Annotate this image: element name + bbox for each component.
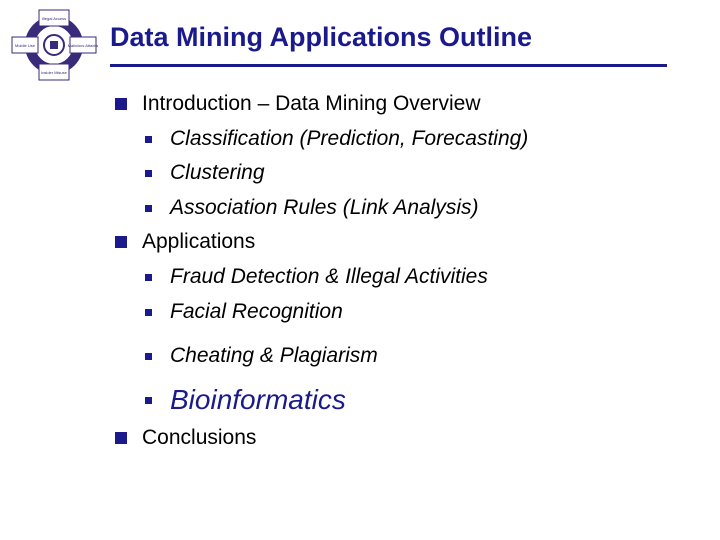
outline-subitem-fraud [145,265,488,289]
outline-subitem-cheating [145,344,378,368]
outline-subitem-association [145,196,479,220]
square-bullet-icon [115,432,127,444]
square-bullet-icon [115,236,127,248]
outline-text: Conclusions [142,426,257,449]
square-bullet-icon [145,170,152,177]
outline-subitem-facial [145,300,343,324]
outline-subitem-bioinformatics [145,384,346,416]
outline-item-conclusions [115,426,256,450]
slide-title: Data Mining Applications Outline [110,22,533,52]
logo-label-left: Mobile Use [14,43,36,48]
square-bullet-icon [115,98,127,110]
square-bullet-icon [145,205,152,212]
outline-text: Introduction – Data Mining Overview [142,92,481,115]
outline-text: Cheating & Plagiarism [170,344,378,367]
square-bullet-icon [145,136,152,143]
outline-subitem-classification [145,127,528,151]
outline-text: Classification (Prediction, Forecasting) [170,127,529,150]
logo-label-bottom: Insider Misuse [41,70,67,75]
outline-text: Facial Recognition [170,300,343,323]
logo [10,8,98,82]
outline-text: Bioinformatics [170,384,346,415]
outline-text: Fraud Detection & Illegal Activities [170,265,488,288]
outline-item-intro [115,92,481,116]
square-bullet-icon [145,309,152,316]
logo-label-right: Malicious Attacks [67,43,98,48]
outline-text: Applications [142,230,256,253]
logo-label-top: Illegal Access [41,16,67,21]
outline-item-applications [115,230,255,254]
computer-icon [50,41,58,49]
outline-text: Clustering [170,161,265,184]
square-bullet-icon [145,397,152,404]
square-bullet-icon [145,274,152,281]
square-bullet-icon [145,353,152,360]
outline-text: Association Rules (Link Analysis) [170,196,479,219]
outline-subitem-clustering [145,161,265,185]
title-underline [110,64,667,67]
